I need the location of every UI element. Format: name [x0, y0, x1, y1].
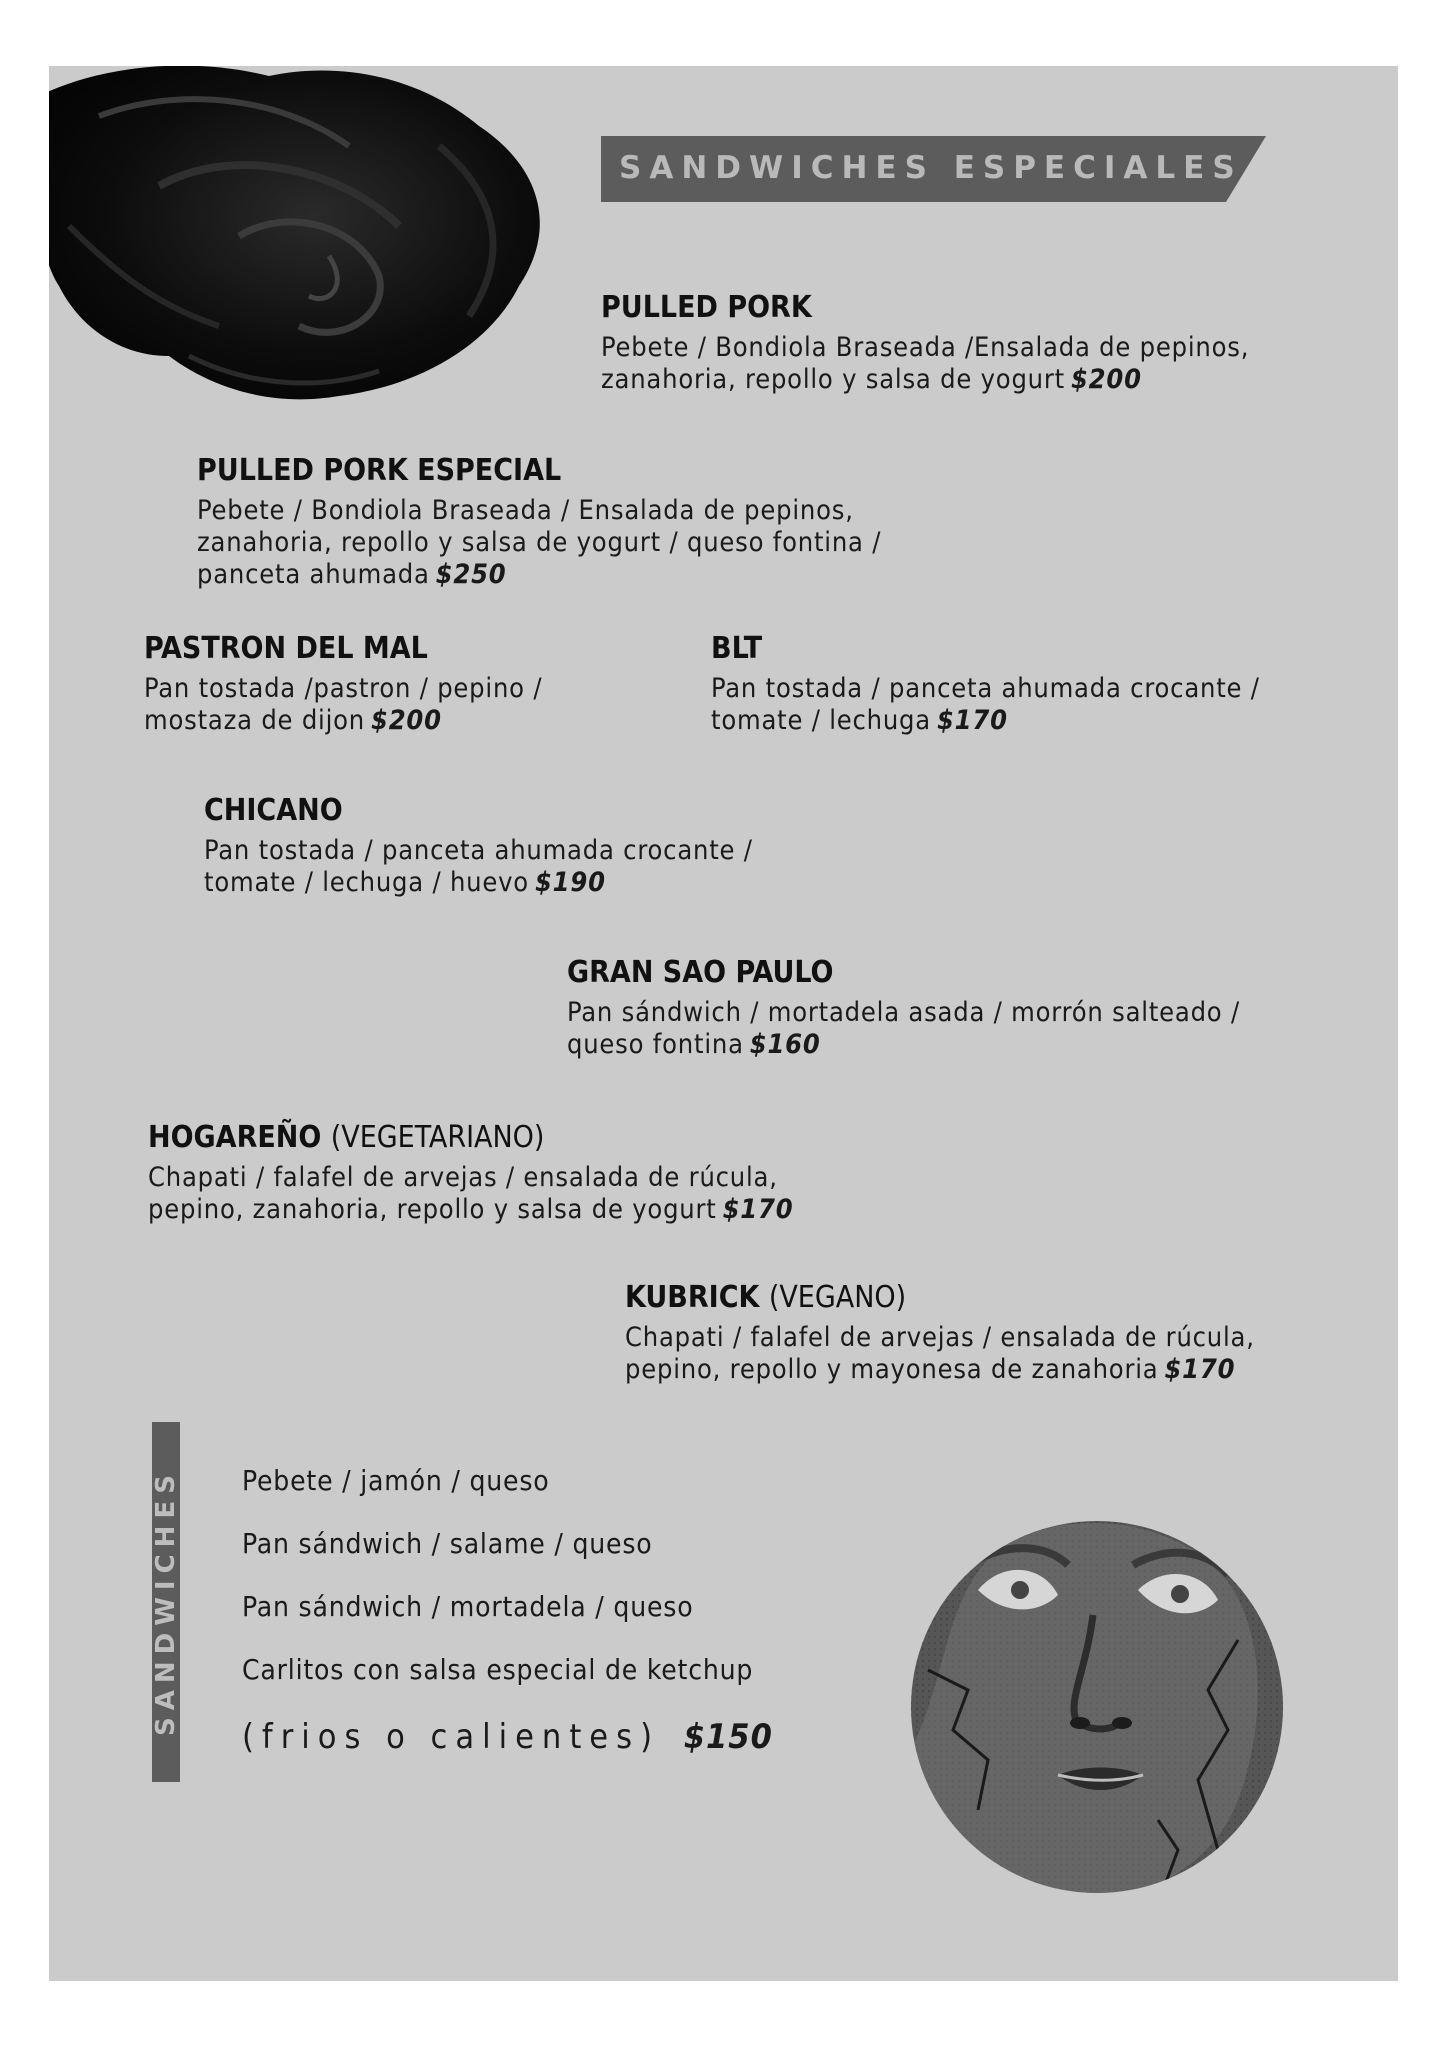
item-name: PULLED PORK ESPECIAL [197, 453, 562, 488]
section-banner [601, 136, 1266, 202]
menu-item-pulled-pork-especial [197, 453, 881, 591]
section-title: SANDWICHES ESPECIALES [619, 150, 1243, 186]
sandwiches-section-label: SANDWICHES [152, 1422, 180, 1782]
item-price: $200 [371, 705, 442, 736]
item-price: $170 [936, 705, 1008, 736]
menu-item-pastron-del-mal [144, 631, 542, 737]
menu-item-kubrick [625, 1280, 1255, 1386]
sandwiches-price: $150 [683, 1717, 773, 1757]
menu-item-blt [711, 631, 1260, 737]
item-description: Pan tostada / panceta ahumada crocante / tomate / lechuga / huevo $190 [204, 835, 753, 898]
item-description: Chapati / falafel de arvejas / ensalada de rúcula, pepino, zanahoria, repollo y salsa de yogurt $170 [148, 1162, 794, 1225]
list-item: Pan sándwich / mortadela / queso [242, 1590, 694, 1623]
black-rose-image [49, 66, 559, 416]
list-note: (frios o calientes) $150 [242, 1717, 773, 1757]
list-item: Pan sándwich / salame / queso [242, 1527, 653, 1560]
classical-face-portrait-image [908, 1520, 1286, 1895]
menu-item-pulled-pork [601, 290, 1249, 396]
menu-item-hogareno [148, 1120, 793, 1226]
item-price: $200 [1070, 364, 1142, 395]
item-name: PULLED PORK [601, 290, 812, 325]
item-price: $170 [1164, 1354, 1236, 1385]
item-description: Pebete / Bondiola Braseada /Ensalada de pepinos, zanahoria, repollo y salsa de yogurt $200 [601, 332, 1250, 395]
list-item: Carlitos con salsa especial de ketchup [242, 1653, 754, 1686]
menu-item-chicano [204, 793, 753, 899]
item-price: $170 [722, 1194, 794, 1225]
item-tag: (VEGANO) [768, 1280, 907, 1315]
item-description: Pan tostada /pastron / pepino / mostaza de dijon $200 [144, 673, 543, 736]
list-item: Pebete / jamón / queso [242, 1464, 550, 1497]
item-name: BLT [711, 631, 763, 666]
item-price: $160 [749, 1029, 821, 1060]
item-name: GRAN SAO PAULO [567, 955, 834, 990]
sandwiches-list [242, 1463, 773, 1782]
item-name: PASTRON DEL MAL [144, 631, 428, 666]
item-description: Pan sándwich / mortadela asada / morrón salteado / queso fontina $160 [567, 997, 1240, 1060]
item-tag: (VEGETARIANO) [330, 1120, 545, 1155]
item-description: Chapati / falafel de arvejas / ensalada de rúcula, pepino, repollo y mayonesa de zanahoria $170 [625, 1322, 1255, 1385]
menu-item-gran-sao-paulo [567, 955, 1240, 1061]
item-description: Pan tostada / panceta ahumada crocante / tomate / lechuga $170 [711, 673, 1260, 736]
item-description: Pebete / Bondiola Braseada / Ensalada de pepinos, zanahoria, repollo y salsa de yogurt / queso fontina / panceta ahumada $250 [197, 495, 882, 590]
item-name: CHICANO [204, 793, 343, 828]
item-name: HOGAREÑO (VEGETARIANO) [148, 1120, 545, 1155]
item-price: $250 [435, 559, 507, 590]
item-price: $190 [534, 867, 606, 898]
menu-page [49, 66, 1398, 1981]
item-name: KUBRICK (VEGANO) [625, 1280, 907, 1315]
